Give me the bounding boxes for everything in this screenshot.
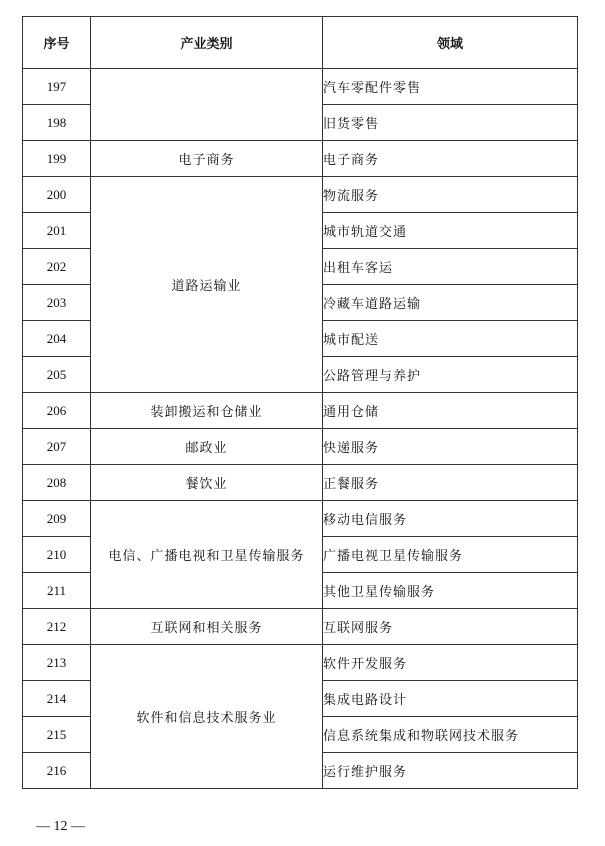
row-field: 旧货零售 — [323, 105, 578, 141]
row-no: 199 — [23, 141, 91, 177]
row-field: 冷藏车道路运输 — [323, 285, 578, 321]
row-field: 快递服务 — [323, 429, 578, 465]
row-category: 邮政业 — [91, 429, 323, 465]
table-header-row — [23, 17, 578, 69]
row-category: 互联网和相关服务 — [91, 609, 323, 645]
row-category: 餐饮业 — [91, 465, 323, 501]
row-field: 移动电信服务 — [323, 501, 578, 537]
header-no: 序号 — [23, 17, 91, 69]
row-category: 道路运输业 — [91, 177, 323, 393]
table-row — [23, 141, 578, 177]
page-number: — 12 — — [36, 819, 85, 834]
industry-table — [22, 16, 578, 789]
row-field: 互联网服务 — [323, 609, 578, 645]
row-field: 汽车零配件零售 — [323, 69, 578, 105]
table-row — [23, 465, 578, 501]
table-row — [23, 69, 578, 105]
row-no: 214 — [23, 681, 91, 717]
row-field: 公路管理与养护 — [323, 357, 578, 393]
row-no: 198 — [23, 105, 91, 141]
row-no: 202 — [23, 249, 91, 285]
row-field: 通用仓储 — [323, 393, 578, 429]
row-no: 210 — [23, 537, 91, 573]
row-no: 216 — [23, 753, 91, 789]
row-field: 电子商务 — [323, 141, 578, 177]
row-no: 212 — [23, 609, 91, 645]
row-field: 其他卫星传输服务 — [323, 573, 578, 609]
table-row — [23, 645, 578, 681]
row-no: 209 — [23, 501, 91, 537]
table-row — [23, 393, 578, 429]
row-field: 广播电视卫星传输服务 — [323, 537, 578, 573]
table-row — [23, 177, 578, 213]
row-category: 电子商务 — [91, 141, 323, 177]
row-field: 集成电路设计 — [323, 681, 578, 717]
row-category-empty — [91, 69, 323, 141]
row-no: 207 — [23, 429, 91, 465]
row-no: 200 — [23, 177, 91, 213]
row-field: 物流服务 — [323, 177, 578, 213]
row-field: 正餐服务 — [323, 465, 578, 501]
row-no: 206 — [23, 393, 91, 429]
row-no: 201 — [23, 213, 91, 249]
row-no: 215 — [23, 717, 91, 753]
row-no: 204 — [23, 321, 91, 357]
header-field: 领域 — [323, 17, 578, 69]
row-category: 电信、广播电视和卫星传输服务 — [91, 501, 323, 609]
row-field: 运行维护服务 — [323, 753, 578, 789]
row-no: 203 — [23, 285, 91, 321]
row-category: 软件和信息技术服务业 — [91, 645, 323, 789]
row-no: 213 — [23, 645, 91, 681]
row-field: 软件开发服务 — [323, 645, 578, 681]
table-row — [23, 501, 578, 537]
row-field: 信息系统集成和物联网技术服务 — [323, 717, 578, 753]
row-no: 197 — [23, 69, 91, 105]
row-field: 城市轨道交通 — [323, 213, 578, 249]
row-category: 装卸搬运和仓储业 — [91, 393, 323, 429]
row-field: 出租车客运 — [323, 249, 578, 285]
row-no: 211 — [23, 573, 91, 609]
row-no: 208 — [23, 465, 91, 501]
header-category: 产业类别 — [91, 17, 323, 69]
row-field: 城市配送 — [323, 321, 578, 357]
row-no: 205 — [23, 357, 91, 393]
table-row — [23, 609, 578, 645]
table-row — [23, 429, 578, 465]
